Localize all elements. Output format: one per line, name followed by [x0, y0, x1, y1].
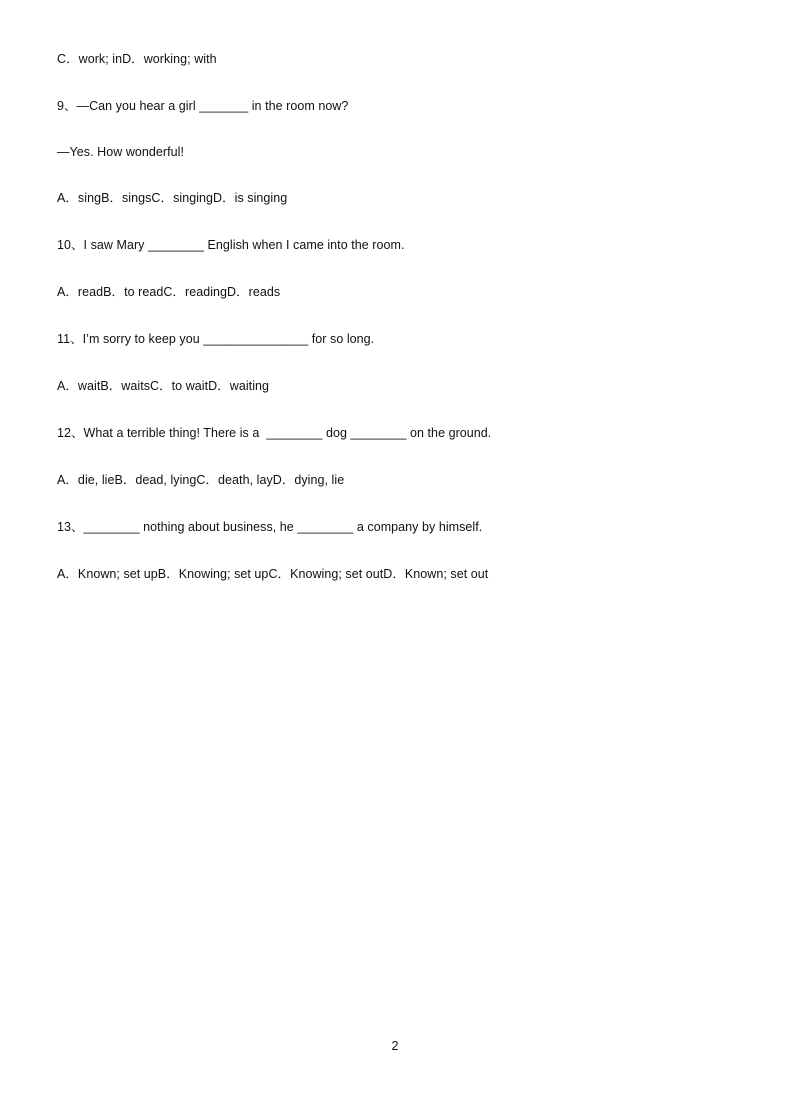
- question-11: 11、I’m sorry to keep you _______________ for so long.: [57, 332, 375, 346]
- question-10-options: A．readB．to readC．readingD．reads: [57, 285, 281, 299]
- question-12-options: A．die, lieB．dead, lyingC．death, layD．dying, lie: [57, 473, 345, 487]
- question-13: 13、________ nothing about business, he ________ a company by himself.: [57, 520, 483, 534]
- question-10: 10、I saw Mary ________ English when I came into the room.: [57, 238, 405, 252]
- question-9-response: —Yes. How wonderful!: [57, 145, 184, 159]
- question-13-options: A．Known; set upB．Knowing; set upC．Knowing; set outD．Known; set out: [57, 567, 489, 581]
- page-number: 2: [391, 1039, 399, 1053]
- q8-options-continued: C．work; inD．working; with: [57, 52, 217, 66]
- question-11-options: A．waitB．waitsC．to waitD．waiting: [57, 379, 270, 393]
- question-9-options: A．singB．singsC．singingD．is singing: [57, 191, 288, 205]
- question-9: 9、—Can you hear a girl _______ in the room now?: [57, 99, 349, 113]
- question-12: 12、What a terrible thing! There is a ________ dog ________ on the ground.: [57, 426, 492, 440]
